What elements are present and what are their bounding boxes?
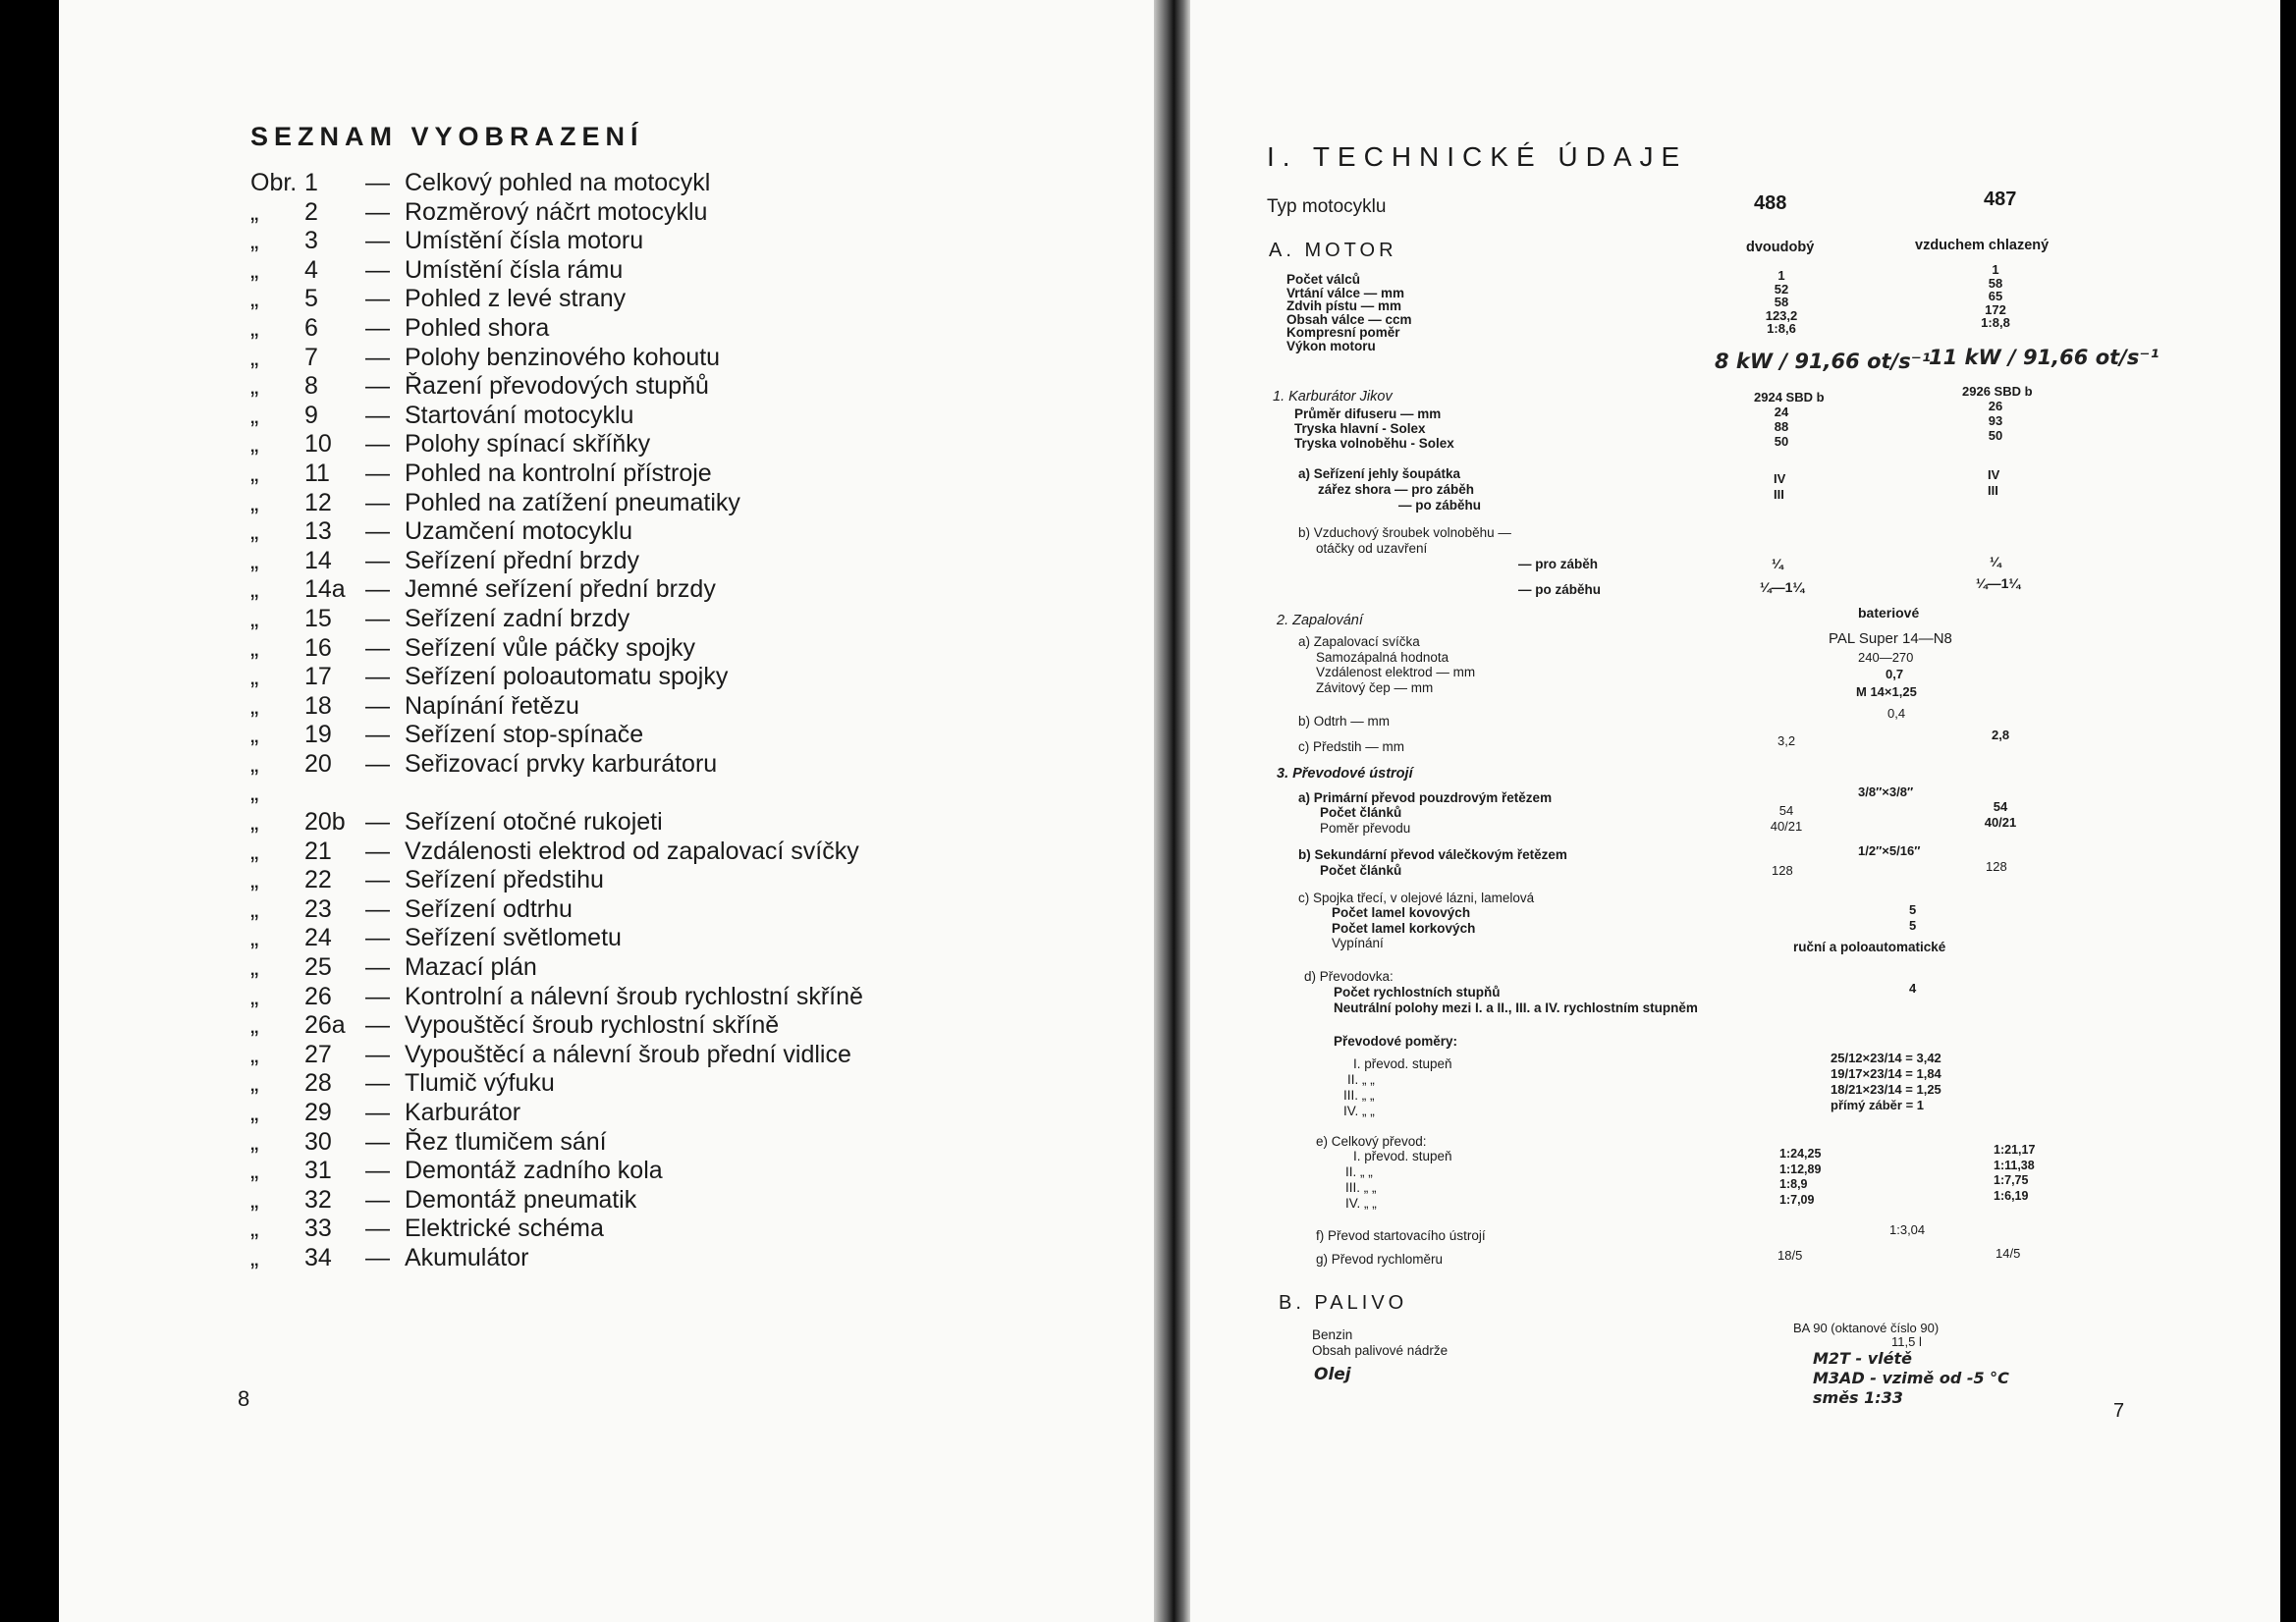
primary-label: a) Primární převod pouzdrovým řetězem: [1298, 790, 1553, 805]
figure-list-item: [250, 460, 863, 489]
ignition-type: bateriové: [1858, 605, 1920, 621]
figure-caption: Akumulátor: [405, 1243, 529, 1271]
figure-caption: Seřízení odtrhu: [405, 894, 573, 923]
electrode-gap: 0,7: [1886, 667, 1904, 681]
figure-dash: —: [365, 1185, 390, 1214]
figure-dash: —: [365, 1215, 390, 1243]
secondary-b: 128: [1986, 859, 2007, 874]
clutch-release: ruční a poloautomatické: [1793, 940, 1946, 954]
fuel-type: BA 90 (oktanové číslo 90): [1793, 1321, 1940, 1335]
figure-prefix: „: [250, 285, 259, 313]
figure-number: 31: [304, 1157, 332, 1185]
figure-list-item: [250, 402, 863, 431]
speedo-label: g) Převod rychloměru: [1316, 1252, 1444, 1267]
page-title: SEZNAM VYOBRAZENÍ: [250, 122, 644, 151]
secondary-chain: 1/2″×5/16″: [1858, 843, 1921, 858]
figure-dash: —: [365, 691, 390, 720]
figure-caption: Pohled na kontrolní přístroje: [405, 459, 712, 487]
figure-number: 6: [304, 313, 318, 342]
figure-caption: Řazení převodových stupňů: [405, 372, 709, 401]
speedo-b: 14/5: [1995, 1246, 2021, 1261]
figure-prefix: „: [250, 721, 259, 749]
figure-list-item: [250, 692, 863, 722]
figure-number: 29: [304, 1099, 332, 1126]
figure-dash: —: [365, 313, 390, 342]
figure-dash: —: [365, 401, 390, 429]
air-sub: otáčky od uzavření: [1316, 541, 1428, 556]
thread: M 14×1,25: [1856, 684, 1917, 699]
figure-prefix: „: [250, 372, 259, 401]
figure-list-item: [250, 721, 863, 750]
type-label: Typ motocyklu: [1267, 196, 1387, 217]
figure-list-item: [250, 663, 863, 692]
figure-list-item: [250, 983, 863, 1012]
figure-number: 34: [304, 1243, 332, 1271]
needle-values-b: IV III: [1988, 467, 2000, 498]
figure-dash: —: [365, 575, 390, 604]
figure-prefix: „: [250, 1157, 259, 1185]
air-b-1: ¼: [1990, 554, 2001, 569]
figure-list-item: [250, 169, 863, 198]
gearbox-label: d) Převodovka:: [1304, 969, 1394, 984]
left-page: [59, 0, 1154, 1622]
figure-caption: Demontáž zadního kola: [405, 1157, 663, 1185]
primary-values-a: 54 40/21: [1770, 803, 1803, 834]
figure-caption: Seřízení vůle páčky spojky: [405, 633, 695, 662]
figure-dash: —: [365, 430, 390, 459]
figure-dash: —: [365, 488, 390, 516]
carb-model-a: 2924 SBD b: [1754, 390, 1825, 405]
figure-prefix: „: [250, 1069, 259, 1098]
figure-dash: —: [365, 894, 390, 923]
oil-label-handwritten: Olej: [1314, 1365, 1351, 1384]
ignition-heading: 2. Zapalování: [1277, 613, 1363, 628]
figure-number: 2: [304, 197, 318, 226]
secondary-sub: Počet článků: [1320, 863, 1402, 878]
figure-prefix: „: [250, 488, 259, 516]
figure-caption: Seřízení přední brzdy: [405, 546, 640, 574]
motor-heading: A. MOTOR: [1269, 240, 1397, 261]
figure-dash: —: [365, 459, 390, 487]
figure-dash: —: [365, 982, 390, 1010]
figure-prefix: „: [250, 866, 259, 894]
figure-number: 14a: [304, 575, 346, 604]
air-b-2: ¼—1¼: [1976, 575, 2021, 591]
section-title: I. TECHNICKÉ ÚDAJE: [1267, 141, 1688, 172]
figure-dash: —: [365, 546, 390, 574]
air-po: — po záběhu: [1518, 582, 1601, 597]
figure-prefix: „: [250, 343, 259, 371]
secondary-a: 128: [1772, 863, 1793, 878]
figure-number: 14: [304, 546, 332, 574]
page-number: 7: [2113, 1400, 2125, 1422]
figure-caption: Polohy benzinového kohoutu: [405, 343, 721, 371]
carb-model-b: 2926 SBD b: [1962, 384, 2033, 399]
figure-number: 17: [304, 663, 332, 691]
figure-list-item: [250, 1041, 863, 1070]
figure-caption: Jemné seřízení přední brzdy: [405, 575, 716, 604]
figure-number: 7: [304, 343, 318, 371]
figure-prefix: „: [250, 604, 259, 632]
figure-caption: Umístění čísla rámu: [405, 255, 624, 284]
figure-number: 20: [304, 749, 332, 778]
total-values-b: 1:21,17 1:11,38 1:7,75 1:6,19: [1994, 1143, 2036, 1203]
figure-caption: Mazací plán: [405, 953, 537, 982]
figure-caption: Pohled shora: [405, 313, 550, 342]
figure-caption: Seřízení otočné rukojeti: [405, 808, 663, 837]
figure-caption: Pohled z levé strany: [405, 285, 627, 313]
figure-caption: Rozměrový náčrt motocyklu: [405, 197, 708, 226]
figure-dash: —: [365, 169, 390, 196]
figure-list-item: [250, 285, 863, 314]
figure-prefix: „: [250, 401, 259, 429]
air-a-2: ¼—1¼: [1760, 579, 1805, 595]
figure-prefix: „: [250, 894, 259, 923]
figure-caption: Elektrické schéma: [405, 1215, 604, 1243]
figure-dash: —: [365, 343, 390, 371]
figure-dash: —: [365, 866, 390, 894]
figure-number: 13: [304, 517, 332, 546]
figure-list-item: [250, 1011, 863, 1041]
figure-list-item: [250, 489, 863, 518]
start-value: 1:3,04: [1889, 1222, 1926, 1237]
needle-values-a: IV III: [1774, 471, 1786, 502]
figure-prefix: „: [250, 633, 259, 662]
figure-dash: —: [365, 1040, 390, 1068]
primary-chain: 3/8″×3/8″: [1858, 784, 1914, 799]
figure-list-item: [250, 198, 863, 228]
ignition-labels: a) Zapalovací svíčka Samozápalná hodnota Vzdálenost elektrod — mm Závitový čep — mm: [1298, 634, 1476, 695]
figure-prefix: „: [250, 430, 259, 459]
figure-list-item: [250, 314, 863, 344]
figure-caption: Seřízení světlometu: [405, 924, 622, 952]
neutral-text: Neutrální polohy mezi I. a II., III. a IV. rychlostním stupněm: [1334, 1000, 1698, 1015]
figure-dash: —: [365, 197, 390, 226]
figure-list-item: [250, 838, 863, 867]
model-a: 488: [1754, 192, 1787, 214]
figure-number: 10: [304, 430, 332, 459]
figure-number: 28: [304, 1069, 332, 1098]
figure-prefix: „: [250, 1185, 259, 1214]
figure-caption: Seřízení předstihu: [405, 866, 604, 894]
fuel-labels: Benzin Obsah palivové nádrže: [1312, 1327, 1449, 1358]
figure-number: 11: [304, 459, 330, 487]
figure-caption: Tlumič výfuku: [405, 1069, 555, 1098]
motor-desc-b: vzduchem chlazený: [1915, 238, 2050, 253]
figure-number: 24: [304, 924, 332, 952]
clutch-cork: 5: [1909, 918, 1917, 933]
figure-number: 3: [304, 227, 318, 255]
figure-list-item: [250, 1186, 863, 1216]
needle-sub2: — po záběhu: [1398, 498, 1481, 513]
figure-dash: —: [365, 285, 390, 313]
figure-dash: —: [365, 808, 390, 837]
figure-caption: Kontrolní a nálevní šroub rychlostní skříně: [405, 982, 863, 1010]
gearbox-sub: Počet rychlostních stupňů: [1334, 985, 1501, 1000]
figure-caption: Polohy spínací skříňky: [405, 430, 651, 459]
figure-caption: Seřízení poloautomatu spojky: [405, 663, 729, 691]
figure-prefix: „: [250, 953, 259, 982]
figure-caption: Seřizovací prvky karburátoru: [405, 749, 718, 778]
figure-list-item: [250, 953, 863, 983]
breaker-label: b) Odtrh — mm: [1298, 714, 1391, 729]
figure-dash: —: [365, 721, 390, 749]
ratios-values: 25/12×23/14 = 3,42 19/17×23/14 = 1,84 18/21×23/14 = 1,25 přímý záběr = 1: [1831, 1051, 1941, 1112]
figure-list-item: [250, 1099, 863, 1128]
figure-list-item: [250, 634, 863, 664]
figure-dash: —: [365, 372, 390, 401]
figure-list-item: [250, 605, 863, 634]
clutch-sub: Počet lamel kovových Počet lamel korkových Vypínání: [1332, 905, 1476, 950]
figure-dash: —: [365, 1157, 390, 1185]
figure-number: 5: [304, 285, 318, 313]
book-gutter: [1154, 0, 1190, 1622]
gearbox-count: 4: [1909, 981, 1917, 996]
fuel-heading: B. PALIVO: [1279, 1292, 1408, 1314]
motor-desc-a: dvoudobý: [1746, 240, 1815, 255]
figure-dash: —: [365, 1011, 390, 1040]
carb-labels: Průměr difuseru — mm Tryska hlavní - Solex Tryska volnoběhu - Solex: [1294, 406, 1454, 451]
figure-list-item: [250, 808, 863, 838]
figure-number: 20b: [304, 808, 346, 837]
carb-values-a: 24 88 50: [1774, 405, 1789, 449]
figure-number: 12: [304, 488, 332, 516]
figure-caption: Karburátor: [405, 1099, 521, 1126]
figure-prefix: „: [250, 1099, 259, 1126]
air-label: b) Vzduchový šroubek volnoběhu —: [1298, 525, 1511, 540]
figure-prefix: „: [250, 924, 259, 952]
figure-number: 19: [304, 721, 332, 749]
start-label: f) Převod startovacího ústrojí: [1316, 1228, 1486, 1243]
figure-list-item: [250, 344, 863, 373]
figure-dash: —: [365, 633, 390, 662]
secondary-label: b) Sekundární převod válečkovým řetězem: [1298, 847, 1567, 862]
motor-values-b: 1 58 65 172 1:8,8: [1981, 262, 2010, 330]
figure-list-item: [250, 575, 863, 605]
figure-prefix: „: [250, 517, 259, 546]
figure-number: 8: [304, 372, 318, 401]
figure-list-item: [250, 1244, 863, 1273]
figure-number: 33: [304, 1215, 332, 1243]
figure-number: 16: [304, 633, 332, 662]
figure-number: 22: [304, 866, 332, 894]
clutch-steel: 5: [1909, 902, 1917, 917]
figure-prefix: „: [250, 691, 259, 720]
figure-dash: —: [365, 924, 390, 952]
figure-prefix: „: [250, 749, 259, 778]
transmission-heading: 3. Převodové ústrojí: [1277, 766, 1413, 782]
figure-caption: Startování motocyklu: [405, 401, 634, 429]
figure-caption: Vypouštěcí a nálevní šroub přední vidlice: [405, 1040, 851, 1068]
figure-dash: —: [365, 604, 390, 632]
figure-prefix: „: [250, 663, 259, 691]
figure-caption: Demontáž pneumatik: [405, 1185, 637, 1214]
figure-dash: —: [365, 517, 390, 546]
heat-value: 240—270: [1858, 650, 1914, 665]
figure-dash: —: [365, 255, 390, 284]
figure-caption: Umístění čísla motoru: [405, 227, 644, 255]
air-pro: — pro záběh: [1518, 557, 1599, 571]
figure-number: 27: [304, 1040, 332, 1068]
figure-list-item: [250, 866, 863, 895]
figure-caption: Řez tlumičem sání: [405, 1127, 607, 1156]
page-number: 8: [238, 1386, 250, 1411]
primary-values-b: 54 40/21: [1984, 799, 2017, 830]
needle-sub1: zářez shora — pro záběh: [1318, 482, 1475, 497]
figure-list-item: [250, 372, 863, 402]
oil-notes-handwritten: M2T - vlétě M3AD - vzimě od -5 °C směs 1:33: [1813, 1349, 2009, 1407]
figure-prefix: „: [250, 313, 259, 342]
motor-labels: Počet válců Vrtání válce — mm Zdvih pístu — mm Obsah válce — ccm Kompresní poměr Výkon motoru: [1286, 272, 1412, 353]
right-page: [1190, 0, 2280, 1622]
figure-dash: —: [365, 837, 390, 865]
figure-number: 30: [304, 1127, 332, 1156]
figure-prefix: „: [250, 575, 259, 604]
primary-sub: Počet článků Poměr převodu: [1320, 805, 1411, 836]
breaker-gap: 0,4: [1887, 706, 1906, 721]
figure-prefix: „: [250, 255, 259, 284]
figure-number: 9: [304, 401, 318, 429]
figure-dash: —: [365, 1069, 390, 1098]
figure-caption: Seřízení stop-spínače: [405, 721, 644, 749]
figure-dash: —: [365, 1243, 390, 1271]
spark-plug: PAL Super 14—N8: [1829, 630, 1952, 647]
figure-number: 25: [304, 953, 332, 982]
figure-prefix: „: [250, 837, 259, 865]
figure-dash: —: [365, 1099, 390, 1126]
figure-list-item: [250, 547, 863, 576]
advance-a: 3,2: [1777, 733, 1796, 748]
figure-list-item: [250, 895, 863, 925]
needle-label: a) Seřízení jehly šoupátka: [1298, 466, 1461, 481]
figure-number: 4: [304, 255, 318, 284]
figure-list-item: [250, 1128, 863, 1158]
figure-caption: Vypouštěcí šroub rychlostní skříně: [405, 1011, 780, 1040]
figure-dash: —: [365, 663, 390, 691]
figure-number: 23: [304, 894, 332, 923]
figure-prefix: „: [250, 459, 259, 487]
figure-dash: —: [365, 953, 390, 982]
figure-prefix: „: [250, 197, 259, 226]
ratios-label: Převodové poměry:: [1334, 1034, 1458, 1049]
total-rows: I. převod. stupeň II. „ „ III. „ „ IV. „ „: [1345, 1149, 1452, 1211]
figure-list: [250, 169, 863, 1273]
figure-number: 21: [304, 837, 332, 865]
figure-prefix: „: [250, 982, 259, 1010]
advance-b: 2,8: [1992, 728, 2010, 742]
tank-capacity: 11,5 l: [1891, 1334, 1922, 1349]
advance-label: c) Předstih — mm: [1298, 739, 1405, 754]
figure-dash: —: [365, 1127, 390, 1156]
figure-list-item: [250, 227, 863, 256]
figure-prefix: „: [250, 1127, 259, 1156]
figure-prefix: „: [250, 1011, 259, 1040]
figure-list-item: [250, 750, 863, 780]
figure-caption: Vzdálenosti elektrod od zapalovací svíčky: [405, 837, 859, 865]
figure-list-item: [250, 517, 863, 547]
figure-prefix: „: [250, 1243, 259, 1271]
total-label: e) Celkový převod:: [1316, 1134, 1427, 1149]
carb-heading: 1. Karburátor Jikov: [1273, 389, 1393, 405]
figure-number: 26a: [304, 1011, 346, 1040]
figure-number: 26: [304, 982, 332, 1010]
power-b-handwritten: 11 kW / 91,66 ot/s⁻¹: [1929, 346, 2159, 369]
figure-list-item: [250, 779, 863, 808]
ratios-rows: I. převod. stupeň II. „ „ III. „ „ IV. „ „: [1343, 1056, 1452, 1118]
figure-list-item: [250, 256, 863, 286]
figure-prefix: „: [250, 546, 259, 574]
figure-caption: Seřízení zadní brzdy: [405, 604, 630, 632]
figure-caption: Celkový pohled na motocykl: [405, 169, 711, 196]
carb-values-b: 26 93 50: [1988, 399, 2003, 443]
figure-caption: Napínání řetězu: [405, 691, 579, 720]
figure-number: 18: [304, 691, 332, 720]
figure-prefix: „: [250, 1215, 259, 1243]
figure-list-item: [250, 924, 863, 953]
power-a-handwritten: 8 kW / 91,66 ot/s⁻¹: [1715, 350, 1931, 373]
figure-dash: —: [365, 227, 390, 255]
figure-number: 1: [304, 169, 318, 196]
figure-prefix: „: [250, 1040, 259, 1068]
figure-caption: Uzamčení motocyklu: [405, 517, 633, 546]
figure-number: 32: [304, 1185, 332, 1214]
total-values-a: 1:24,25 1:12,89 1:8,9 1:7,09: [1779, 1147, 1822, 1207]
figure-prefix: „: [250, 227, 259, 255]
figure-dash: —: [365, 749, 390, 778]
figure-number: 15: [304, 604, 332, 632]
figure-prefix: „: [250, 779, 259, 807]
figure-caption: Pohled na zatížení pneumatiky: [405, 488, 740, 516]
figure-prefix: „: [250, 808, 259, 837]
speedo-a: 18/5: [1777, 1248, 1803, 1263]
figure-prefix: Obr.: [250, 169, 298, 196]
figure-list-item: [250, 1069, 863, 1099]
figure-list-item: [250, 430, 863, 460]
model-b: 487: [1984, 189, 2017, 210]
figure-list-item: [250, 1215, 863, 1244]
clutch-label: c) Spojka třecí, v olejové lázni, lamelová: [1298, 891, 1535, 905]
figure-list-item: [250, 1157, 863, 1186]
air-a-1: ¼: [1772, 556, 1783, 571]
motor-values-a: 1 52 58 123,2 1:8,6: [1765, 268, 1798, 336]
